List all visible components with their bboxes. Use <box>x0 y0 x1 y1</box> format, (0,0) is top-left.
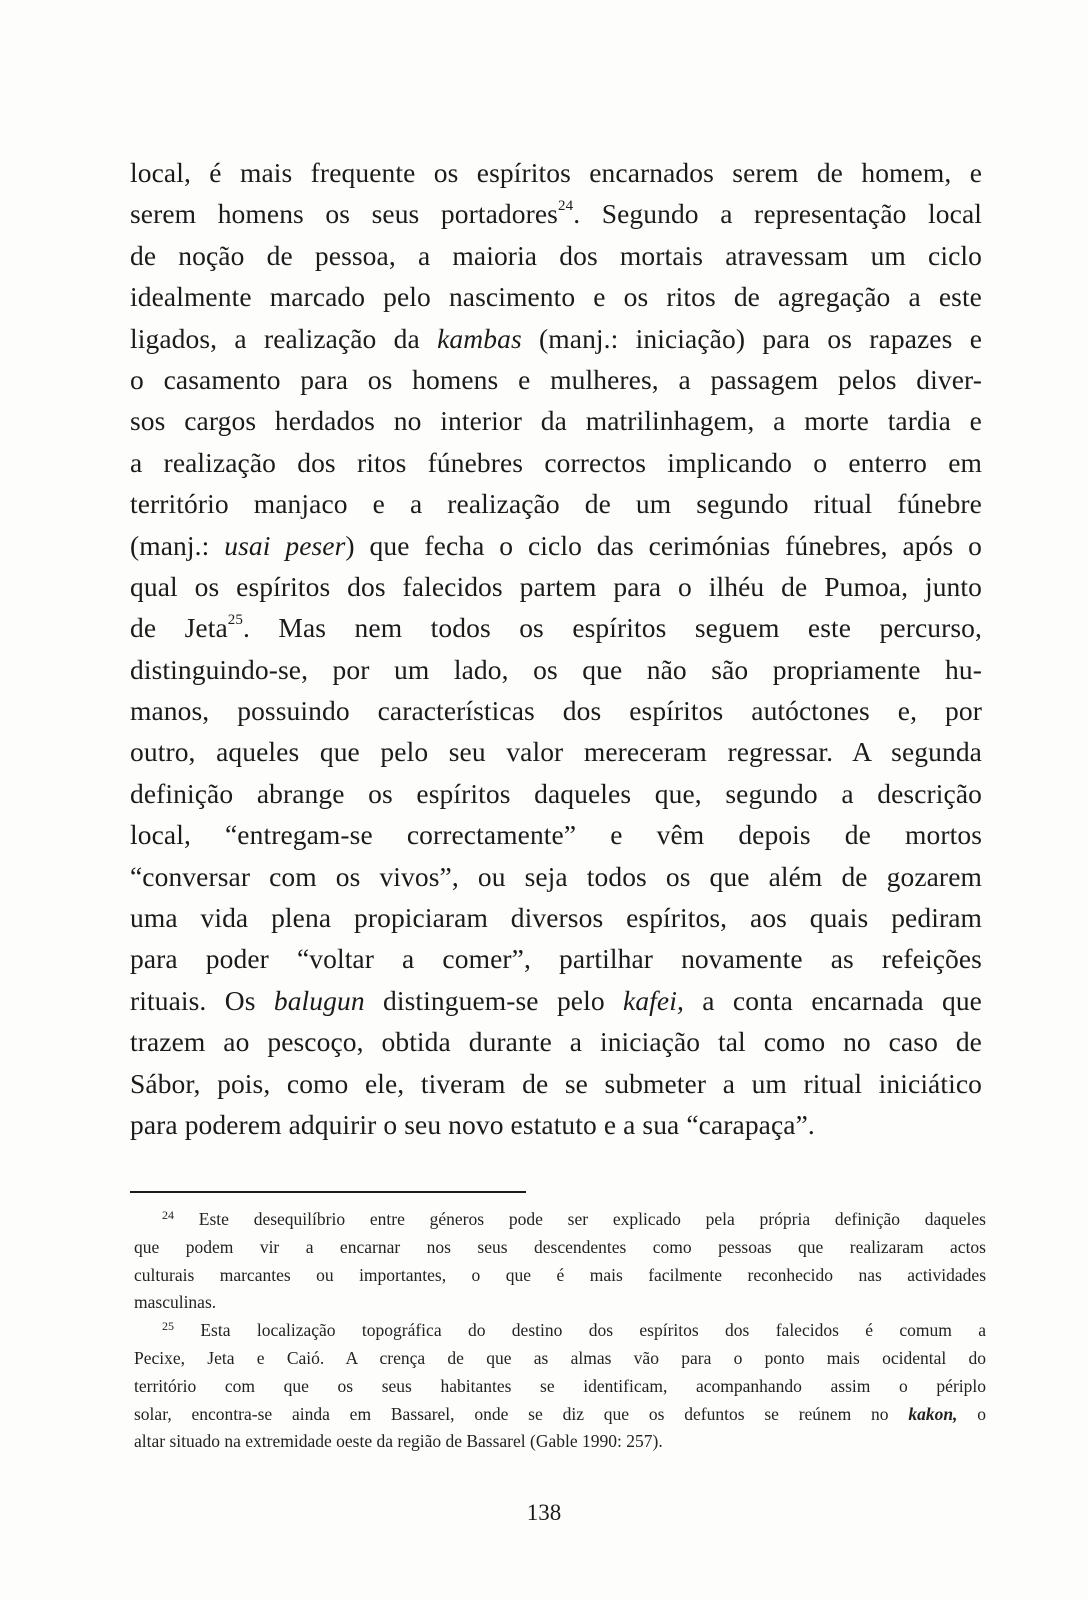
body-line: “conversar com os vivos”, ou seja todos os que além de gozarem <box>130 860 982 892</box>
footnote-25-line: Pecixe, Jeta e Caió. A crença de que as almas vão para o ponto mais ocidental do <box>134 1347 986 1368</box>
body-line: a realização dos ritos fúnebres correctos implicando o enterro em <box>130 446 982 478</box>
term-balugun: balugun <box>273 984 365 1016</box>
page-number: 138 <box>526 1500 562 1525</box>
footnote-divider <box>130 1191 526 1193</box>
footnote-24-line: culturais marcantes ou importantes, o que é mais facilmente reconhecido nas actividades <box>134 1264 986 1285</box>
body-line: (manj.: usai peser) que fecha o ciclo das cerimónias fúnebres, após o <box>130 529 982 561</box>
body-line: uma vida plena propiciaram diversos espíritos, aos quais pediram <box>130 902 982 934</box>
footnote-24-mark: 24 <box>162 1208 174 1222</box>
body-line: Sábor, pois, como ele, tiveram de se submeter a um ritual iniciático <box>130 1067 982 1099</box>
term-kambas: kambas <box>437 322 522 354</box>
body-line: outro, aqueles que pelo seu valor mereceram regressar. A segunda <box>130 736 982 768</box>
body-line: definição abrange os espíritos daqueles que, segundo a descrição <box>130 777 982 809</box>
term-kakon: kakon, <box>908 1403 958 1424</box>
body-line: idealmente marcado pelo nascimento e os ritos de agregação a este <box>130 281 982 313</box>
body-line: de noção de pessoa, a maioria dos mortais atravessam um ciclo <box>130 239 982 271</box>
footnote-25-line: território com que os seus habitantes se identificam, acompanhando assim o périplo <box>134 1375 986 1396</box>
body-line: de Jeta$^{25}$. Mas nem todos os espíritos seguem este percurso, <box>130 612 982 644</box>
footnote-24-line: que podem vir a encarnar nos seus descendentes como pessoas que realizaram actos <box>134 1236 986 1257</box>
body-line: o casamento para os homens e mulheres, a passagem pelos diver- <box>130 363 982 395</box>
body-line: local, é mais frequente os espíritos encarnados serem de homem, e <box>130 157 982 188</box>
footnote-ref-24[interactable]: 24 <box>557 198 574 215</box>
body-line: local, “entregam-se correctamente” e vêm depois de mortos <box>130 819 982 851</box>
body-line: manos, possuindo características dos espíritos autóctones e, por <box>130 695 982 727</box>
body-line: para poder “voltar a comer”, partilhar novamente as refeições <box>130 943 982 975</box>
footnote-25-line: solar, encontra-se ainda em Bassarel, onde se diz que os defuntos se reúnem no kakon, o <box>134 1403 987 1424</box>
footnote-25-line: altar situado na extremidade oeste da região de Bassarel (Gable 1990: 257). <box>134 1431 663 1452</box>
body-line: sos cargos herdados no interior da matrilinhagem, a morte tardia e <box>130 405 982 437</box>
body-line: trazem ao pescoço, obtida durante a iniciação tal como no caso de <box>130 1026 982 1058</box>
term-kafei: kafei, <box>623 984 684 1016</box>
body-line: distinguindo-se, por um lado, os que não são propriamente hu- <box>130 653 982 685</box>
footnote-24-line: $^{24}$ Este desequilíbrio entre géneros pode ser explicado pela própria definição daqueles <box>162 1208 986 1229</box>
body-line: qual os espíritos dos falecidos partem para o ilhéu de Pumoa, junto <box>130 570 982 602</box>
term-usai-peser: usai peser <box>224 529 346 561</box>
footnotes <box>134 1206 986 1456</box>
footnote-ref-25[interactable]: 25 <box>227 612 243 629</box>
body-line: rituais. Os balugun distinguem-se pelo kafei, a conta encarnada que <box>130 984 982 1016</box>
footnote-25-line: $^{25}$ Esta localização topográfica do destino dos espíritos dos falecidos é comum a <box>162 1319 986 1341</box>
body-text <box>130 152 982 1145</box>
body-line: para poderem adquirir o seu novo estatuto e a sua “carapaça”. <box>130 1108 815 1140</box>
footnote-25-mark: 25 <box>162 1319 174 1334</box>
body-line: ligados, a realização da kambas (manj.: iniciação) para os rapazes e <box>130 322 982 354</box>
footnote-24-line: masculinas. <box>134 1292 217 1313</box>
body-line: serem homens os seus portadores$^{24}$. Segundo a representação local <box>130 198 982 230</box>
body-line: território manjaco e a realização de um segundo ritual fúnebre <box>130 488 982 520</box>
